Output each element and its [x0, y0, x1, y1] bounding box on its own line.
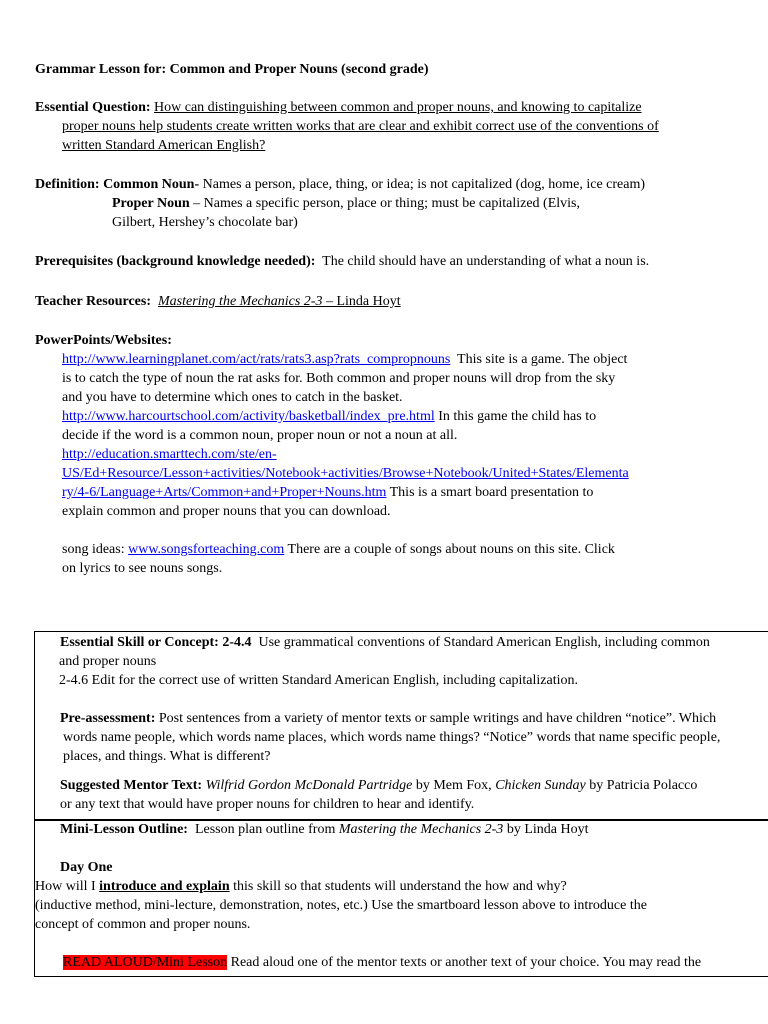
mentor-label: Suggested Mentor Text:: [60, 778, 203, 793]
question-text-a: How will I: [35, 879, 100, 894]
websites-label: PowerPoints/Websites:: [35, 333, 172, 348]
link-songsforteaching[interactable]: www.songsforteaching.com: [128, 542, 285, 557]
link2-text-b: decide if the word is a common noun, proper noun or not a noun at all.: [62, 428, 458, 443]
link3-text-b: explain common and proper nouns that you can download.: [62, 504, 391, 519]
essential-question-section: [35, 98, 768, 155]
mini-lesson-text-b: by Linda Hoyt: [503, 822, 589, 837]
teacher-resources-book: Mastering the Mechanics 2-3: [158, 294, 323, 309]
link-smarttech-line2[interactable]: US/Ed+Resource/Lesson+activities/Notebook+activities/Browse+Notebook/United+States/Elementa: [62, 466, 629, 481]
link3-text-a: This is a smart board presentation to: [389, 485, 594, 500]
method-text: (inductive method, mini-lecture, demonstration, notes, etc.) Use the smartboard lesson above to introduce the: [35, 898, 647, 913]
teacher-resources-author: – Linda Hoyt: [322, 294, 401, 309]
link2-text-a: In this game the child has to: [438, 409, 597, 424]
pre-assessment-text-c: places, and things. What is different?: [63, 749, 271, 764]
introduce-explain-text: introduce and explain: [99, 879, 230, 894]
link-learningplanet[interactable]: http://www.learningplanet.com/act/rats/rats3.asp?rats_compropnouns: [62, 352, 451, 367]
mini-lesson-box: [34, 819, 768, 977]
skill-text-c: 2-4.6 Edit for the correct use of written Standard American English, including capitalization.: [59, 673, 579, 688]
pre-assessment-text-b: words name people, which words name places, which words name things? “Notice” words that name specific people,: [63, 730, 721, 745]
skill-box: [34, 631, 768, 821]
definition-section: [35, 175, 768, 232]
essential-question-line1: How can distinguishing between common and proper nouns, and knowing to capitalize: [154, 100, 642, 115]
read-aloud-text: Read aloud one of the mentor texts or another text of your choice. You may read the: [227, 955, 702, 970]
common-noun-text: Names a person, place, thing, or idea; is not capitalized (dog, home, ice cream): [202, 177, 646, 192]
teacher-resources-label: Teacher Resources:: [35, 294, 151, 309]
link1-text-c: and you have to determine which ones to catch in the basket.: [62, 390, 403, 405]
mini-lesson-text-a: Lesson plan outline from: [194, 822, 339, 837]
link1-text-b: is to catch the type of noun the rat asks for. Both common and proper nouns will drop from the sky: [62, 371, 616, 386]
proper-noun-text2: Gilbert, Hershey’s chocolate bar): [112, 215, 298, 230]
mini-lesson-label: Mini-Lesson Outline:: [60, 822, 188, 837]
read-aloud-highlight: READ ALOUD/Mini Lesson: [63, 955, 228, 970]
prerequisites-section: [35, 252, 768, 271]
essential-question-line2: proper nouns help students create written works that are clear and exhibit correct use of the conventions of: [62, 119, 659, 134]
websites-section: [35, 331, 768, 578]
link-harcourtschool[interactable]: http://www.harcourtschool.com/activity/basketball/index_pre.html: [62, 409, 435, 424]
song-text-a: There are a couple of songs about nouns on this site. Click: [287, 542, 615, 557]
song-label: song ideas:: [62, 542, 125, 557]
essential-question-label: Essential Question:: [35, 100, 151, 115]
link1-text-a: This site is a game. The object: [457, 352, 628, 367]
day-one-label: Day One: [60, 860, 113, 875]
proper-noun-label: Proper Noun: [112, 196, 190, 211]
common-noun-label: Common Noun-: [103, 177, 200, 192]
link-smarttech-line1[interactable]: http://education.smarttech.com/ste/en-: [62, 447, 277, 462]
proper-noun-text: – Names a specific person, place or thing; must be capitalized (Elvis,: [189, 196, 580, 211]
pre-assessment-label: Pre-assessment:: [60, 711, 156, 726]
pre-assessment-text-a: Post sentences from a variety of mentor texts or sample writings and have children “notice”. Which: [158, 711, 717, 726]
essential-question-line3: written Standard American English?: [62, 138, 266, 153]
prerequisites-text: The child should have an understanding of what a noun is.: [322, 254, 650, 269]
teacher-resources-section: [35, 292, 768, 311]
prerequisites-label: Prerequisites (background knowledge needed):: [35, 254, 316, 269]
question-text-b: this skill so that students will understand the how and why?: [229, 879, 567, 894]
mentor-title2: Chicken Sunday: [495, 778, 586, 793]
concept-text: concept of common and proper nouns.: [35, 917, 251, 932]
song-text-b: on lyrics to see nouns songs.: [62, 561, 223, 576]
skill-label: Essential Skill or Concept: 2-4.4: [60, 635, 252, 650]
mentor-text-b: or any text that would have proper nouns for children to hear and identify.: [60, 797, 475, 812]
mentor-by1: by Mem Fox,: [412, 778, 496, 793]
skill-text-b: and proper nouns: [59, 654, 157, 669]
skill-text-a: Use grammatical conventions of Standard American English, including common: [258, 635, 710, 650]
definition-label: Definition:: [35, 177, 100, 192]
mini-lesson-book: Mastering the Mechanics 2-3: [338, 822, 504, 837]
mentor-title1: Wilfrid Gordon McDonald Partridge: [205, 778, 413, 793]
page-title: Grammar Lesson for: Common and Proper Nouns (second grade): [35, 62, 429, 77]
mentor-by2: by Patricia Polacco: [585, 778, 698, 793]
link-smarttech-line3[interactable]: ry/4-6/Language+Arts/Common+and+Proper+Nouns.htm: [62, 485, 387, 500]
